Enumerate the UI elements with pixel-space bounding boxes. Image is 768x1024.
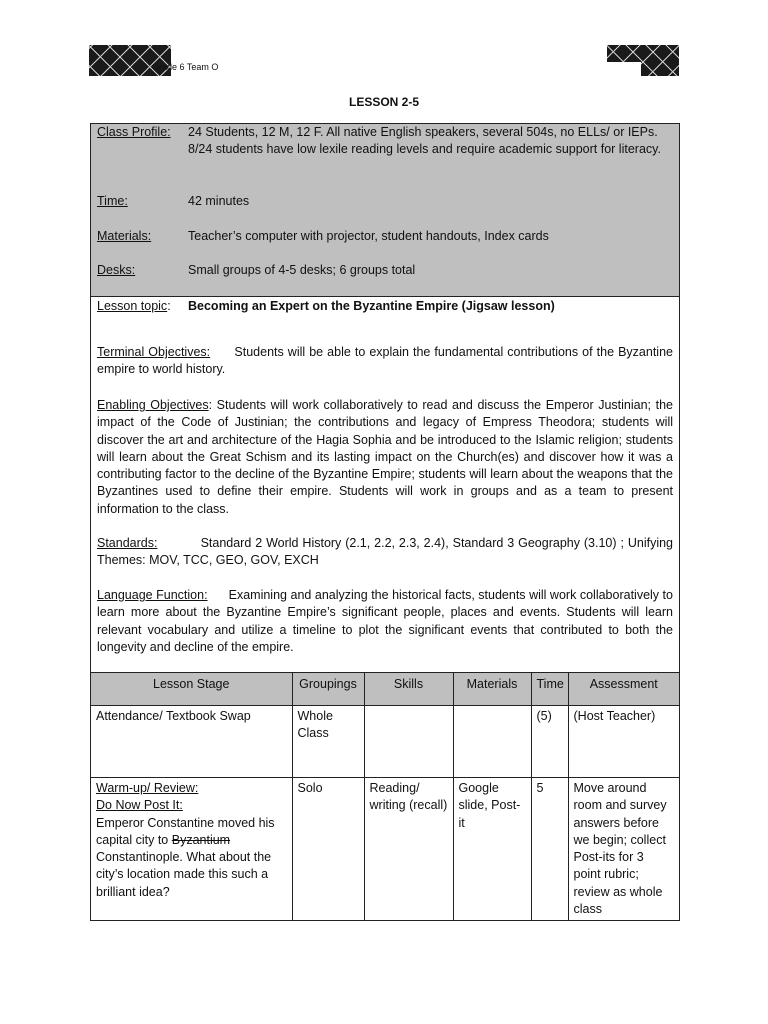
row2-materials: Google slide, Post-it	[453, 778, 531, 921]
struck-word: Byzantium	[171, 832, 231, 847]
language-function-label: Language Function:	[97, 588, 208, 602]
row1-time: (5)	[531, 706, 568, 778]
table-header-row	[91, 673, 679, 706]
class-profile-section	[91, 124, 679, 297]
row2-stage-text: Emperor Constantine moved his capital city to Byzantium Constantinople. What about the city’s location made this such a brilliant idea?	[96, 815, 275, 899]
terminal-objectives-label: Terminal Objectives:	[97, 345, 211, 359]
header-lesson-stage: Lesson Stage	[91, 673, 292, 706]
lesson-stage-table	[91, 673, 679, 920]
lesson-topic-value: Becoming an Expert on the Byzantine Empire (Jigsaw lesson)	[188, 299, 555, 313]
table-row	[91, 706, 679, 778]
header-skills: Skills	[364, 673, 453, 706]
table-row	[91, 778, 679, 921]
class-profile-value: 24 Students, 12 M, 12 F. All native English speakers, several 504s, no ELLs/ or IEPs. 8/24 students have low lexile reading levels and require academic support for literacy.	[188, 125, 661, 156]
time-label: Time:	[97, 194, 128, 208]
lesson-topic-label: Lesson topic	[97, 299, 168, 313]
standards-label: Standards:	[97, 536, 158, 550]
row2-assessment: Move around room and survey answers before we begin; collect Post-its for 3 point rubric; review as whole class	[568, 778, 679, 921]
time-value: 42 minutes	[188, 194, 250, 208]
row1-assessment: (Host Teacher)	[568, 706, 679, 778]
row2-stage	[91, 778, 292, 921]
desks-value: Small groups of 4-5 desks; 6 groups total	[188, 263, 416, 277]
header-team: Grade 6 Team O	[152, 62, 219, 72]
row2-grouping: Solo	[292, 778, 364, 921]
row1-skills	[364, 706, 453, 778]
terminal-objectives-text: Students will be able to explain the fundamental contributions of the Byzantine empire to world history.	[97, 345, 673, 377]
lesson-title: LESSON 2-5	[348, 95, 420, 109]
standards-text: Standard 2 World History (2.1, 2.2, 2.3, 2.4), Standard 3 Geography (3.10) ; Unifying Themes: MOV, TCC, GEO, GOV, EXCH	[97, 536, 674, 568]
lesson-plan-frame	[90, 123, 680, 921]
row2-stage-sub: Do Now Post It:	[96, 798, 183, 813]
logo-notch	[607, 62, 641, 77]
desks-label: Desks:	[97, 263, 136, 277]
lesson-topic-section	[91, 297, 679, 673]
row2-time: 5	[531, 778, 568, 921]
row1-stage: Attendance/ Textbook Swap	[91, 706, 292, 778]
class-profile-label: Class Profile:	[97, 125, 171, 139]
language-function-text: Examining and analyzing the historical facts, students will work collaboratively to learn more about the Byzantine Empire’s significant people, places and events. Students will learn relevant vocabulary and utilize a timeline to plot the significant events that contributed to both the longevity and decline of the empire.	[97, 588, 673, 654]
header-groupings: Groupings	[292, 673, 364, 706]
header-materials: Materials	[453, 673, 531, 706]
enabling-objectives-text: : Students will work collaboratively to read and discuss the Emperor Justinian; the impact of the Code of Justinian; the contributions and legacy of Empress Theodora; students will discover the art and architecture of the Hagia Sophia and be introduced to the Islamic religion; students will learn about the Great Schism and its lasting impact on the Church(es) and discover how it was a contributing factor to the decline of the Byzantine Empire; students will learn about the weapons that the Byzantines used to define their empire. Students will work in groups and as a team to present information to the class.	[97, 398, 673, 516]
row2-stage-title: Warm-up/ Review:	[96, 781, 199, 795]
header-assessment: Assessment	[568, 673, 679, 706]
materials-label: Materials:	[97, 229, 152, 243]
lesson-topic-colon: :	[167, 299, 171, 313]
header-time: Time	[531, 673, 568, 706]
materials-value: Teacher’s computer with projector, student handouts, Index cards	[188, 229, 549, 243]
row1-grouping: Whole Class	[292, 706, 364, 778]
enabling-objectives-label: Enabling Objectives	[97, 398, 209, 412]
row2-skills: Reading/ writing (recall)	[364, 778, 453, 921]
row1-materials	[453, 706, 531, 778]
